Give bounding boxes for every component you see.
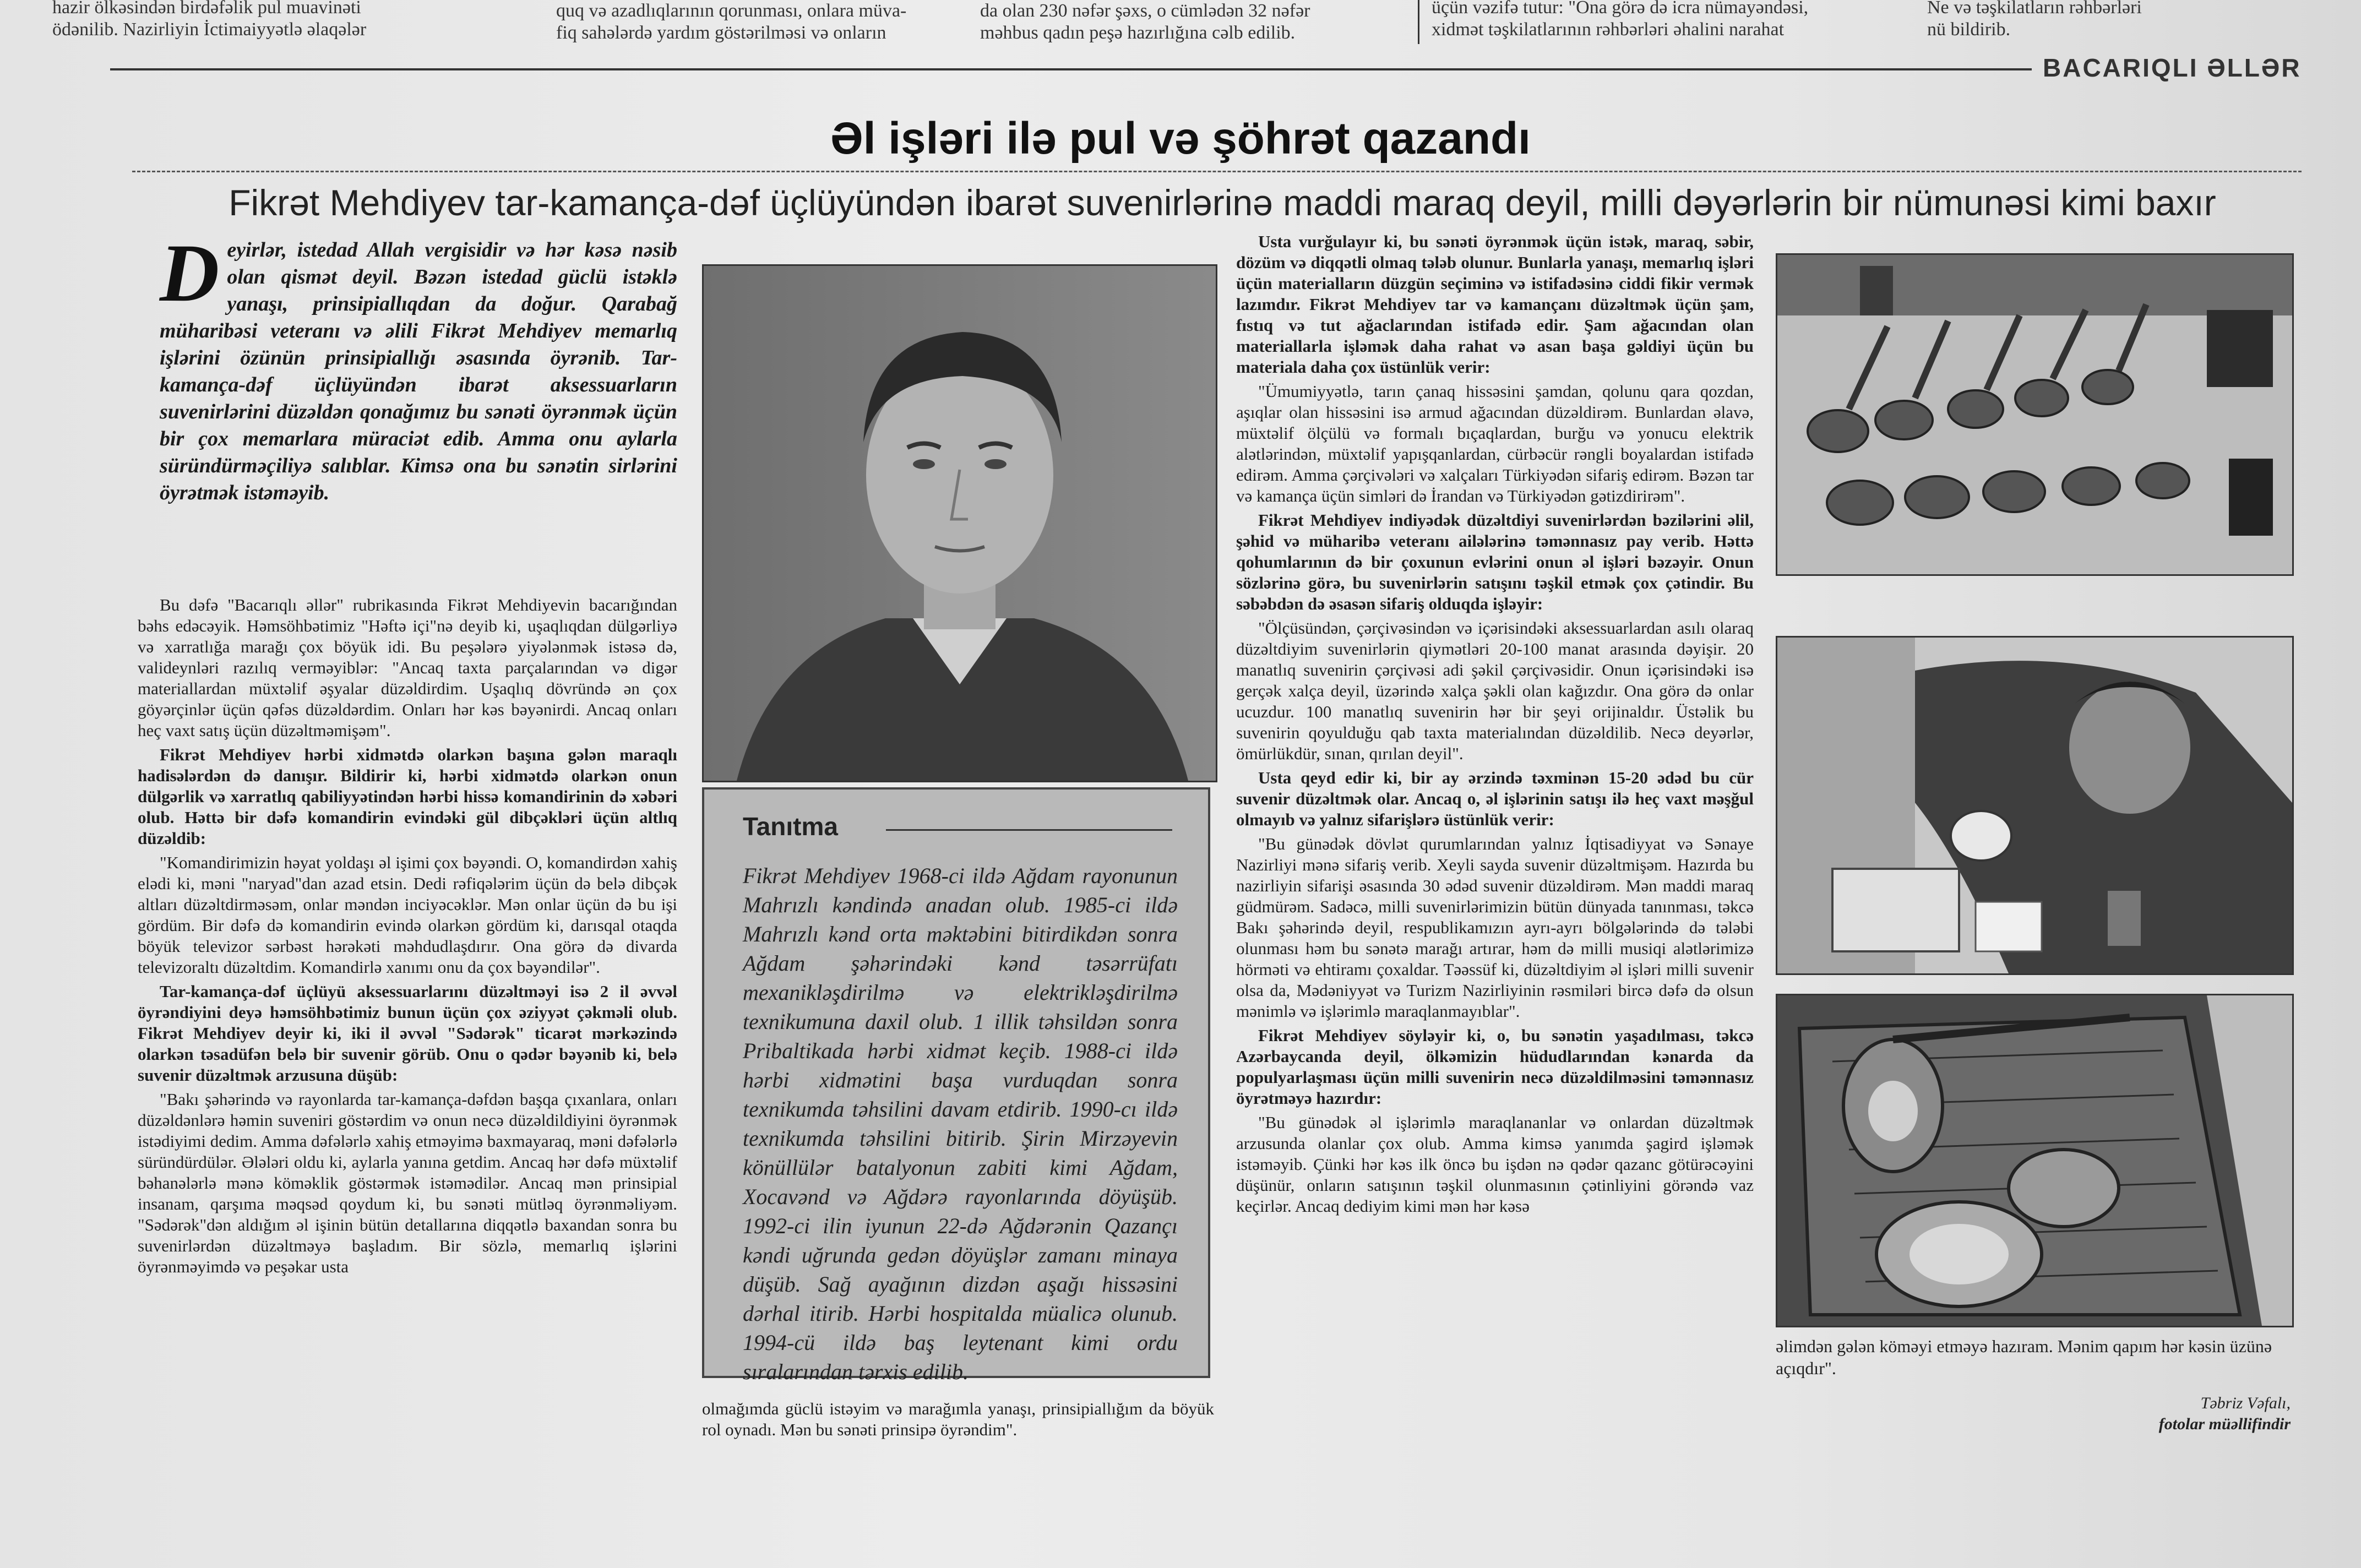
- top-fragment-1: hazir ölkəsindən birdəfəlik pul muavinəti ödənilib. Nazirliyin İctimaiyyətlə əlaqələr: [52, 0, 367, 40]
- top-fragment-3: da olan 230 nəfər şəxs, o cümlədən 32 nəfər məhbus qadın peşə hazırlığına cəlb edilib.: [980, 1, 1310, 43]
- author-credit: [2037, 1393, 2291, 1435]
- paragraph: Bu dəfə "Bacarıqlı əllər" rubrikasında Fikrət Mehdiyevin bacarığından bəhs edəcəyik. Həmsöhbətimiz "Həftə içi"nə deyib ki, uşaqlıqdan dülgərliyə və xarratlığa marağı çox böyük idi. Bu peşələrə yiyələnmək istəsə də, valideynləri razılıq verməyiblər: "Ancaq taxta parçalarından və digər materiallardan müxtəlif əşyalar düzəldirdim. Uşaqlıq dövründə ən çox göyərçinlər üçün qəfəs düzəldərdim. Onları hər kəs bəyənirdi. Ancaq onları heç vaxt satış üçün düzəltməmişəm".: [138, 595, 677, 740]
- article-column-3: [1236, 231, 1754, 1220]
- infobox-title-rule: [886, 829, 1172, 831]
- paragraph: Fikrət Mehdiyev indiyədək düzəltdiyi suvenirlərdən bəzilərini əlil, şəhid və müharibə veteranı ailələrinə təmənnasız pay verib. Həttə qohumlarının də bir çoxunun evlərini onun əl işləri bəzəyir. Onun sözlərinə görə, bu suvenirlərin satışını təşkil etmək çox çətindir. Bu səbəbdən də əsasən sifariş olduqda işləyir:: [1236, 510, 1754, 613]
- top-fragment-4: üçün vəzifə tutur: "Ona görə də icra nümayəndəsi, xidmət təşkilatlarının rəhbərləri əhalini narahat: [1432, 0, 1809, 40]
- photo-credit: fotolar müəllifindir: [2158, 1415, 2291, 1433]
- paragraph: "Komandirimizin həyat yoldaşı əl işimi çox bəyəndi. O, komandirdən xahiş elədi ki, məni "naryad"dan azad etsin. Dedi rəfiqələrim üçün də belə dibçək altları düzəltdirməsəm, onlar məndən inciyəcəklər. Mən onlar üçün də bu işi gördüm. Bir dəfə də komandirin evində olarkən gördüm ki, darısqal otaqda böyük televizor sərbəst hərəkəti məhdudlaşdırır. Ona görə də divarda televizoraltı düzəltdim. Komandirlə xanımı onu da çox bəyəndilər".: [138, 853, 677, 977]
- lead-paragraph: [160, 227, 677, 507]
- tools-photo: [1776, 253, 2294, 576]
- paragraph: Fikrət Mehdiyev söyləyir ki, o, bu sənətin yaşadılması, təkcə Azərbaycanda deyil, ölkəmizin hüdudlarından kənarda da populyarlaşması üçün milli suvenirin necə düzəldilməsini təmənnasız öyrətməyə hazırdır:: [1236, 1026, 1754, 1108]
- article-column-1: [138, 595, 677, 1281]
- headline: Əl işləri ilə pul və şöhrət qazandı: [830, 113, 1531, 164]
- lead-text: eyirlər, istedad Allah vergisidir və hər kəsə nəsib olan qismət deyil. Bəzən istedad güclü istəklə yanaşı, prinsipiallıqdan da doğur. Qarabağ müharibəsi veteranı və əlili Fikrət Mehdiyev memarlıq işlərini özünün prinsipiallığı əsasında öyrənib. Tar-kamança-dəf üçlüyündən ibarət aksessuarların suvenirlərini düzəldən qonağımız bu sənəti öyrənmək üçün bir çox memarlara müraciət edib. Amma onu aylarla süründürməçiliyə salıblar. Kimsə ona bu sənətin sirlərini öyrətmək istəməyib.: [160, 238, 677, 504]
- infobox-text: Fikrət Mehdiyev 1968-ci ildə Ağdam rayonunun Mahrızlı kəndində anadan olub. 1985-ci ildə Mahrızlı kənd orta məktəbini bitirdikdən sonra Ağdam şəhərindəki kənd təsərrüfatı mexanikləşdirilmə və elektrikləşdirilmə texnikumuna daxil olub. 1 illik təhsildən sonra Pribaltikada hərbi xidmət keçib. 1988-ci ildə hərbi xidmətini başa vurduqdan sonra texnikumda təhsilini davam etdirib. 1990-cı ildə texnikumda təhsilini bitirib. Şirin Mirzəyevin könüllülər batalyonun zabiti kimi Ağdam, Xocavənd və Ağdərə rayonlarında döyüşüb. 1992-ci ilin iyunun 22-də Ağdərənin Qazançı kəndi uğrunda gedən döyüşlər zamanı minaya düşüb. Sağ ayağının dizdən aşağı hissəsini dərhal itirib. Hərbi hospitalda müalicə olunub. 1994-cü ildə baş leytenant kimi ordu sıralarından tərxis edilib.: [743, 863, 1178, 1384]
- paragraph: "Ümumiyyətlə, tarın çanaq hissəsini şamdan, qolunu qara qozdan, aşıqlar olan hissəsini isə armud ağacından düzəldirəm. Bunlardan əlavə, müxtəlif ölçülü və formalı bıçaqlardan, burğu və yonucu elektrik alətlərindən, müxtəlif yapışqanlardan, cürbəcür rəngli boyalardan istifadə edirəm. Amma çərçivələri və xalçaları Türkiyədən sifariş edirəm. Bəzən tar və kamança üçün simləri də İrandan və Türkiyədən gətizdirirəm".: [1236, 382, 1754, 505]
- paragraph: "Bu günədək əl işlərimlə maraqlananlar və onlardan düzəltmək arzusunda olanlar çox olub. Amma kimsə yanımda şagird işləmək istəməyib. Çünki hər kəs ilk öncə bu işdən nə qədər qazanc götürəcəyini düşünür, onların satışının təşkil olunmasının çətinliyini görəndə vaz keçirlər. Ancaq dediyim kimi mən hər kəsə: [1236, 1113, 1754, 1216]
- author-name: Təbriz Vəfalı,: [2200, 1394, 2291, 1412]
- headline-dotted-rule: [132, 171, 2302, 172]
- drop-cap: D: [160, 227, 220, 319]
- section-label: BACARIQLI ƏLLƏR: [2043, 53, 2302, 82]
- paragraph: "Bu günədək dövlət qurumlarından yalnız İqtisadiyyat və Sənaye Nazirliyi mənə sifariş verib. Xeyli sayda suvenir düzəltmişəm. Hazırda bu nazirliyin sifarişi əsasında 30 ədəd suvenir düzəldirəm. Mən maddi maraq güdmürəm. Sadəcə, milli suvenirlərimizin bütün dünyada tanınması, təkcə Bakı şəhərində deyil, respublikamızın ayrı-ayrı bölgələrində də tələbi olunması həm bu sənətə marağı artırar, həm də milli musiqi alətlərimizə hörməti və ehtiramı çoxaldar. Təəssüf ki, düzəltdiyim əl işləri milli suvenir olsa da, Mədəniyyət və Turizm Nazirliyinin rəsmiləri bircə dəfə də olsun mənimlə və işlərimlə maraqlanmayıblar".: [1236, 834, 1754, 1021]
- infobox-title: Tanıtma: [743, 812, 838, 841]
- column-4-tail: [1776, 1335, 2291, 1379]
- paragraph: "Ölçüsündən, çərçivəsindən və içərisindəki aksessuarlardan asılı olaraq düzəltdiyim suvenirlərin qiymətləri 20-100 manat arasında dəyişir. 20 manatlıq suvenirin çərçivəsi adi şəkil çərçivəsidir. Onun içərisindəki isə gerçək xalça deyil, üzərində xalça şəkli olan kağızdır. Ona görə də onlar ucuzdur. 100 manatlıq suvenirin hər bir şeyi orijinaldır. Üstəlik bu suvenirin qoyulduğu qab taxta materialından düzəldilib. Necə deyərlər, ömürlükdür, sınan, qırılan deyil".: [1236, 618, 1754, 763]
- portrait-photo: [702, 264, 1217, 782]
- paragraph: olmağımda güclü istəyim və marağımla yanaşı, prinsipiallığım da böyük rol oynadı. Mən bu sənəti prinsipə öyrəndim".: [702, 1399, 1214, 1439]
- top-fragment-2: quq və azadlıqlarının qorunması, onlara müva- fiq sahələrdə yardım göstərilməsi və onların: [556, 1, 907, 43]
- top-fragment-5: Ne və təşkilatların rəhbərləri nü bildirib.: [1927, 0, 2142, 40]
- souvenir-carpet-photo: [1776, 994, 2294, 1327]
- column-divider: [1418, 0, 1419, 44]
- closing-text: əlimdən gələn köməyi etməyə hazıram. Mənim qapım hər kəsin üzünə açıqdır".: [1776, 1336, 2272, 1378]
- section-rule: [110, 68, 2032, 70]
- paragraph: Fikrət Mehdiyev hərbi xidmətdə olarkən başına gələn maraqlı hadisələrdən də danışır. Bildirir ki, hərbi xidmətdə olarkən onun dülgərlik və xarratlıq qabiliyyətindən hərbi hissə komandirinin də xəbəri olub. Həttə bir dəfə komandirin evindəki gül dibçəkləri üçün altlıq düzəldib:: [138, 745, 677, 848]
- craftsman-at-work-photo: [1776, 636, 2294, 975]
- paragraph: Usta vurğulayır ki, bu sənəti öyrənmək üçün istək, maraq, səbir, dözüm və diqqətli olmaq tələb olunur. Bunlarla yanaşı, memarlıq işləri üçün materialların düzgün seçiminə və istifadəsinə ciddi fikir vermək lazımdır. Fikrət Mehdiyev tar və kamançanı düzəltmək üçün şam, fıstıq və tut ağaclarından istifadə edir. Şam ağacından olan materiallarla işləmək daha rahat və asan başa gəldiyi üçün bu materiala daha çox üstünlük verir:: [1236, 232, 1754, 377]
- article-column-2-tail: [702, 1398, 1214, 1444]
- paragraph: "Bakı şəhərində və rayonlarda tar-kamança-dəfdən başqa çıxanlara, onları düzəldənlərə həmin suveniri göstərdim və onun necə düzəldildiyini öyrənmək istədiyimi dedim. Amma dəfələrlə xahiş etməyimə baxmayaraq, məni dəfələrlə süründürdülər. Ələləri oldu ki, aylarla yanına getdim. Ancaq hər dəfə müxtəlif bəhanələrlə mənə köməklik göstərmək istəmədilər. Ancaq mən prinsipial insanam, qarşıma məqsəd qoydum ki, bu sənəti mütləq öyrənməliyəm. "Sədərək"dən aldığım əl işinin bütün detallarına diqqətlə baxandan sonra bu suvenirlərdən düzəltməyə başladım. Bir sözlə, memarlıq işlərini öyrənməyimdə və peşəkar usta: [138, 1090, 677, 1276]
- paragraph: Usta qeyd edir ki, bir ay ərzində təxminən 15-20 ədəd bu cür suvenir düzəltmək olar. Ancaq o, əl işlərinin satışı ilə heç vaxt məşğul olmayıb və yalnız sifarişlərə üstünlük verir:: [1236, 768, 1754, 829]
- bio-infobox: [702, 787, 1210, 1384]
- paragraph: Tar-kamança-dəf üçlüyü aksessuarlarını düzəltməyi isə 2 il əvvəl öyrəndiyini deyə həmsöhbətimiz bunun üçün çox əziyyət çəkməli olub. Fikrət Mehdiyev deyir ki, iki il əvvəl "Sədərək" ticarət mərkəzində olarkən təsadüfən belə bir suvenir görüb. Onu o qədər bəyənib ki, belə suvenir düzəltmək arzusuna düşüb:: [138, 982, 677, 1085]
- subheadline: Fikrət Mehdiyev tar-kamança-dəf üçlüyündən ibarət suvenirlərinə maddi maraq deyil, milli dəyərlərin bir nümunəsi kimi baxır: [229, 182, 2216, 223]
